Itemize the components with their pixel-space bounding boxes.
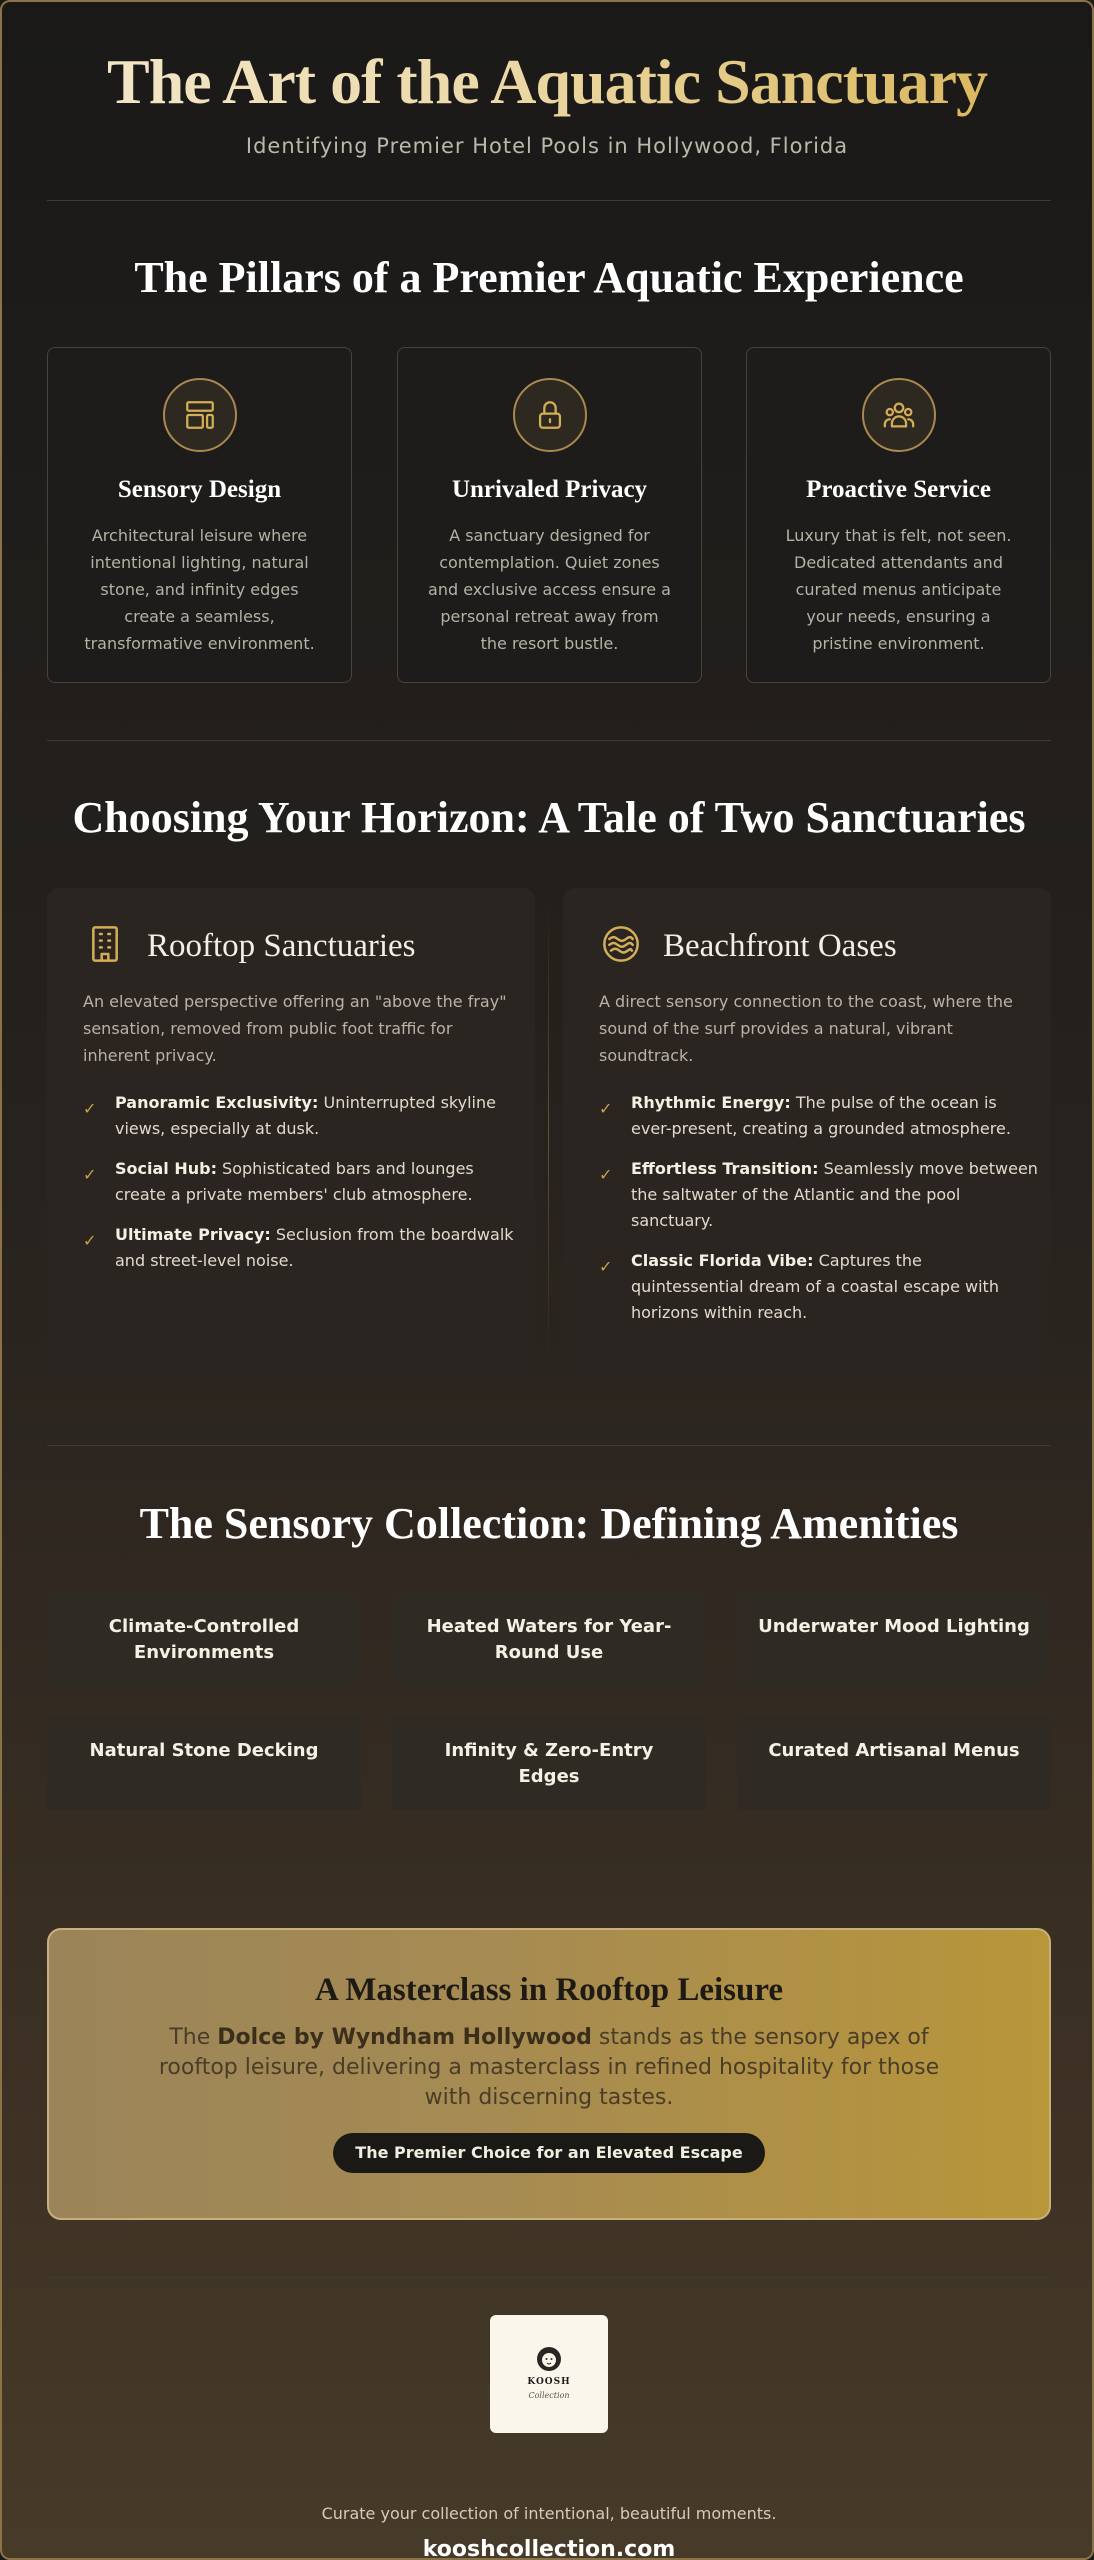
- card-separator: [548, 902, 549, 1362]
- pillar-card-sensory-design: [47, 347, 352, 683]
- koosh-logo: [490, 2315, 608, 2433]
- check-icon: ✓: [599, 1257, 613, 1276]
- point-label: Social Hub:: [115, 1159, 217, 1178]
- pillar-title: Sensory Design: [117, 476, 282, 503]
- divider: [47, 2277, 1051, 2278]
- layout-icon: [163, 378, 237, 452]
- list-item: [83, 1090, 523, 1142]
- amenity-tile: Curated Artisanal Menus: [737, 1716, 1051, 1810]
- beachfront-card: [563, 888, 1051, 1388]
- check-icon: ✓: [599, 1099, 613, 1118]
- check-icon: ✓: [83, 1099, 97, 1118]
- cta-hotel-name: Dolce by Wyndham Hollywood: [217, 2025, 592, 2050]
- divider: [47, 1445, 1051, 1446]
- point-label: Rhythmic Energy:: [631, 1093, 791, 1112]
- list-item: [83, 1222, 523, 1274]
- waves-icon: [601, 924, 641, 968]
- beachfront-points: [599, 1090, 1039, 1340]
- point-label: Panoramic Exclusivity:: [115, 1093, 319, 1112]
- pillar-card-unrivaled-privacy: [397, 347, 702, 683]
- beachfront-title: Beachfront Oases: [663, 927, 897, 964]
- cta-title: A Masterclass in Rooftop Leisure: [314, 1972, 784, 2008]
- point-text: Seclusion from the boardwalk and street-level noise.: [115, 1225, 514, 1270]
- amenity-tile: Heated Waters for Year-Round Use: [392, 1592, 706, 1686]
- logo-title: KOOSH: [527, 2377, 571, 2387]
- beachfront-header: [601, 924, 897, 968]
- footer-site-link[interactable]: kooshcollection.com: [422, 2537, 676, 2560]
- point-text: Captures the quintessential dream of a coastal escape with horizons within reach.: [631, 1251, 999, 1322]
- pillar-text: A sanctuary designed for contemplation. Quiet zones and exclusive access ensure a personal retreat away from the resort bustle.: [428, 526, 671, 653]
- cta-text: [154, 2023, 944, 2113]
- list-item: [83, 1156, 523, 1208]
- amenity-tile: Natural Stone Decking: [47, 1716, 361, 1810]
- point-text: Seamlessly move between the saltwater of the Atlantic and the pool sanctuary.: [631, 1159, 1038, 1230]
- list-item: [599, 1248, 1039, 1326]
- rooftop-intro: An elevated perspective offering an "above the fray" sensation, removed from public foot traffic for inherent privacy.: [83, 992, 507, 1065]
- point-label: Ultimate Privacy:: [115, 1225, 271, 1244]
- cta-badge: The Premier Choice for an Elevated Escape: [333, 2133, 764, 2173]
- point-text: Sophisticated bars and lounges create a private members' club atmosphere.: [115, 1159, 474, 1204]
- check-icon: ✓: [83, 1231, 97, 1250]
- divider: [47, 740, 1051, 741]
- pillar-card-proactive-service: [746, 347, 1051, 683]
- cta-panel: [47, 1928, 1051, 2220]
- list-item: [599, 1156, 1039, 1234]
- lock-icon: [513, 378, 587, 452]
- rooftop-card: [47, 888, 535, 1388]
- page-title: The Art of the Aquatic Sanctuary: [2, 44, 1092, 120]
- rooftop-title: Rooftop Sanctuaries: [147, 927, 416, 964]
- lion-icon: [535, 2345, 563, 2375]
- rooftop-points: [83, 1090, 523, 1288]
- page-subtitle: Identifying Premier Hotel Pools in Hollywood, Florida: [245, 134, 849, 158]
- building-icon: [85, 924, 125, 968]
- pillar-title: Proactive Service: [806, 476, 991, 503]
- amenities-title: The Sensory Collection: Defining Amenities: [139, 1499, 959, 1548]
- beachfront-intro: A direct sensory connection to the coast, where the sound of the surf provides a natural, vibrant soundtrack.: [599, 992, 1013, 1065]
- check-icon: ✓: [599, 1165, 613, 1184]
- check-icon: ✓: [83, 1165, 97, 1184]
- pillar-title: Unrivaled Privacy: [451, 476, 648, 503]
- rooftop-header: [85, 924, 416, 968]
- cta-text-post: stands as the sensory apex of rooftop leisure, delivering a masterclass in refined hospitality for those with discerning tastes.: [158, 2025, 940, 2110]
- point-text: Uninterrupted skyline views, especially at dusk.: [115, 1093, 496, 1138]
- footer-tagline: Curate your collection of intentional, beautiful moments.: [321, 2504, 777, 2523]
- pillar-text: Architectural leisure where intentional lighting, natural stone, and infinity edges create a seamless, transformative environment.: [84, 526, 315, 653]
- list-item: [599, 1090, 1039, 1142]
- people-icon: [862, 378, 936, 452]
- amenity-tile: Climate-Controlled Environments: [47, 1592, 361, 1686]
- hero-section: [2, 2, 1092, 158]
- logo-script: Collection: [528, 2391, 570, 2400]
- divider: [47, 200, 1051, 201]
- cta-text-pre: The: [169, 2025, 218, 2050]
- point-label: Effortless Transition:: [631, 1159, 819, 1178]
- amenity-tile: Infinity & Zero-Entry Edges: [392, 1716, 706, 1810]
- horizon-title: Choosing Your Horizon: A Tale of Two Sanctuaries: [72, 793, 1026, 842]
- point-text: The pulse of the ocean is ever-present, creating a grounded atmosphere.: [631, 1093, 1011, 1138]
- point-label: Classic Florida Vibe:: [631, 1251, 814, 1270]
- amenity-tile: Underwater Mood Lighting: [737, 1592, 1051, 1686]
- pillar-text: Luxury that is felt, not seen. Dedicated attendants and curated menus anticipate your needs, ensuring a pristine environment.: [785, 526, 1012, 653]
- pillars-title: The Pillars of a Premier Aquatic Experience: [134, 253, 964, 302]
